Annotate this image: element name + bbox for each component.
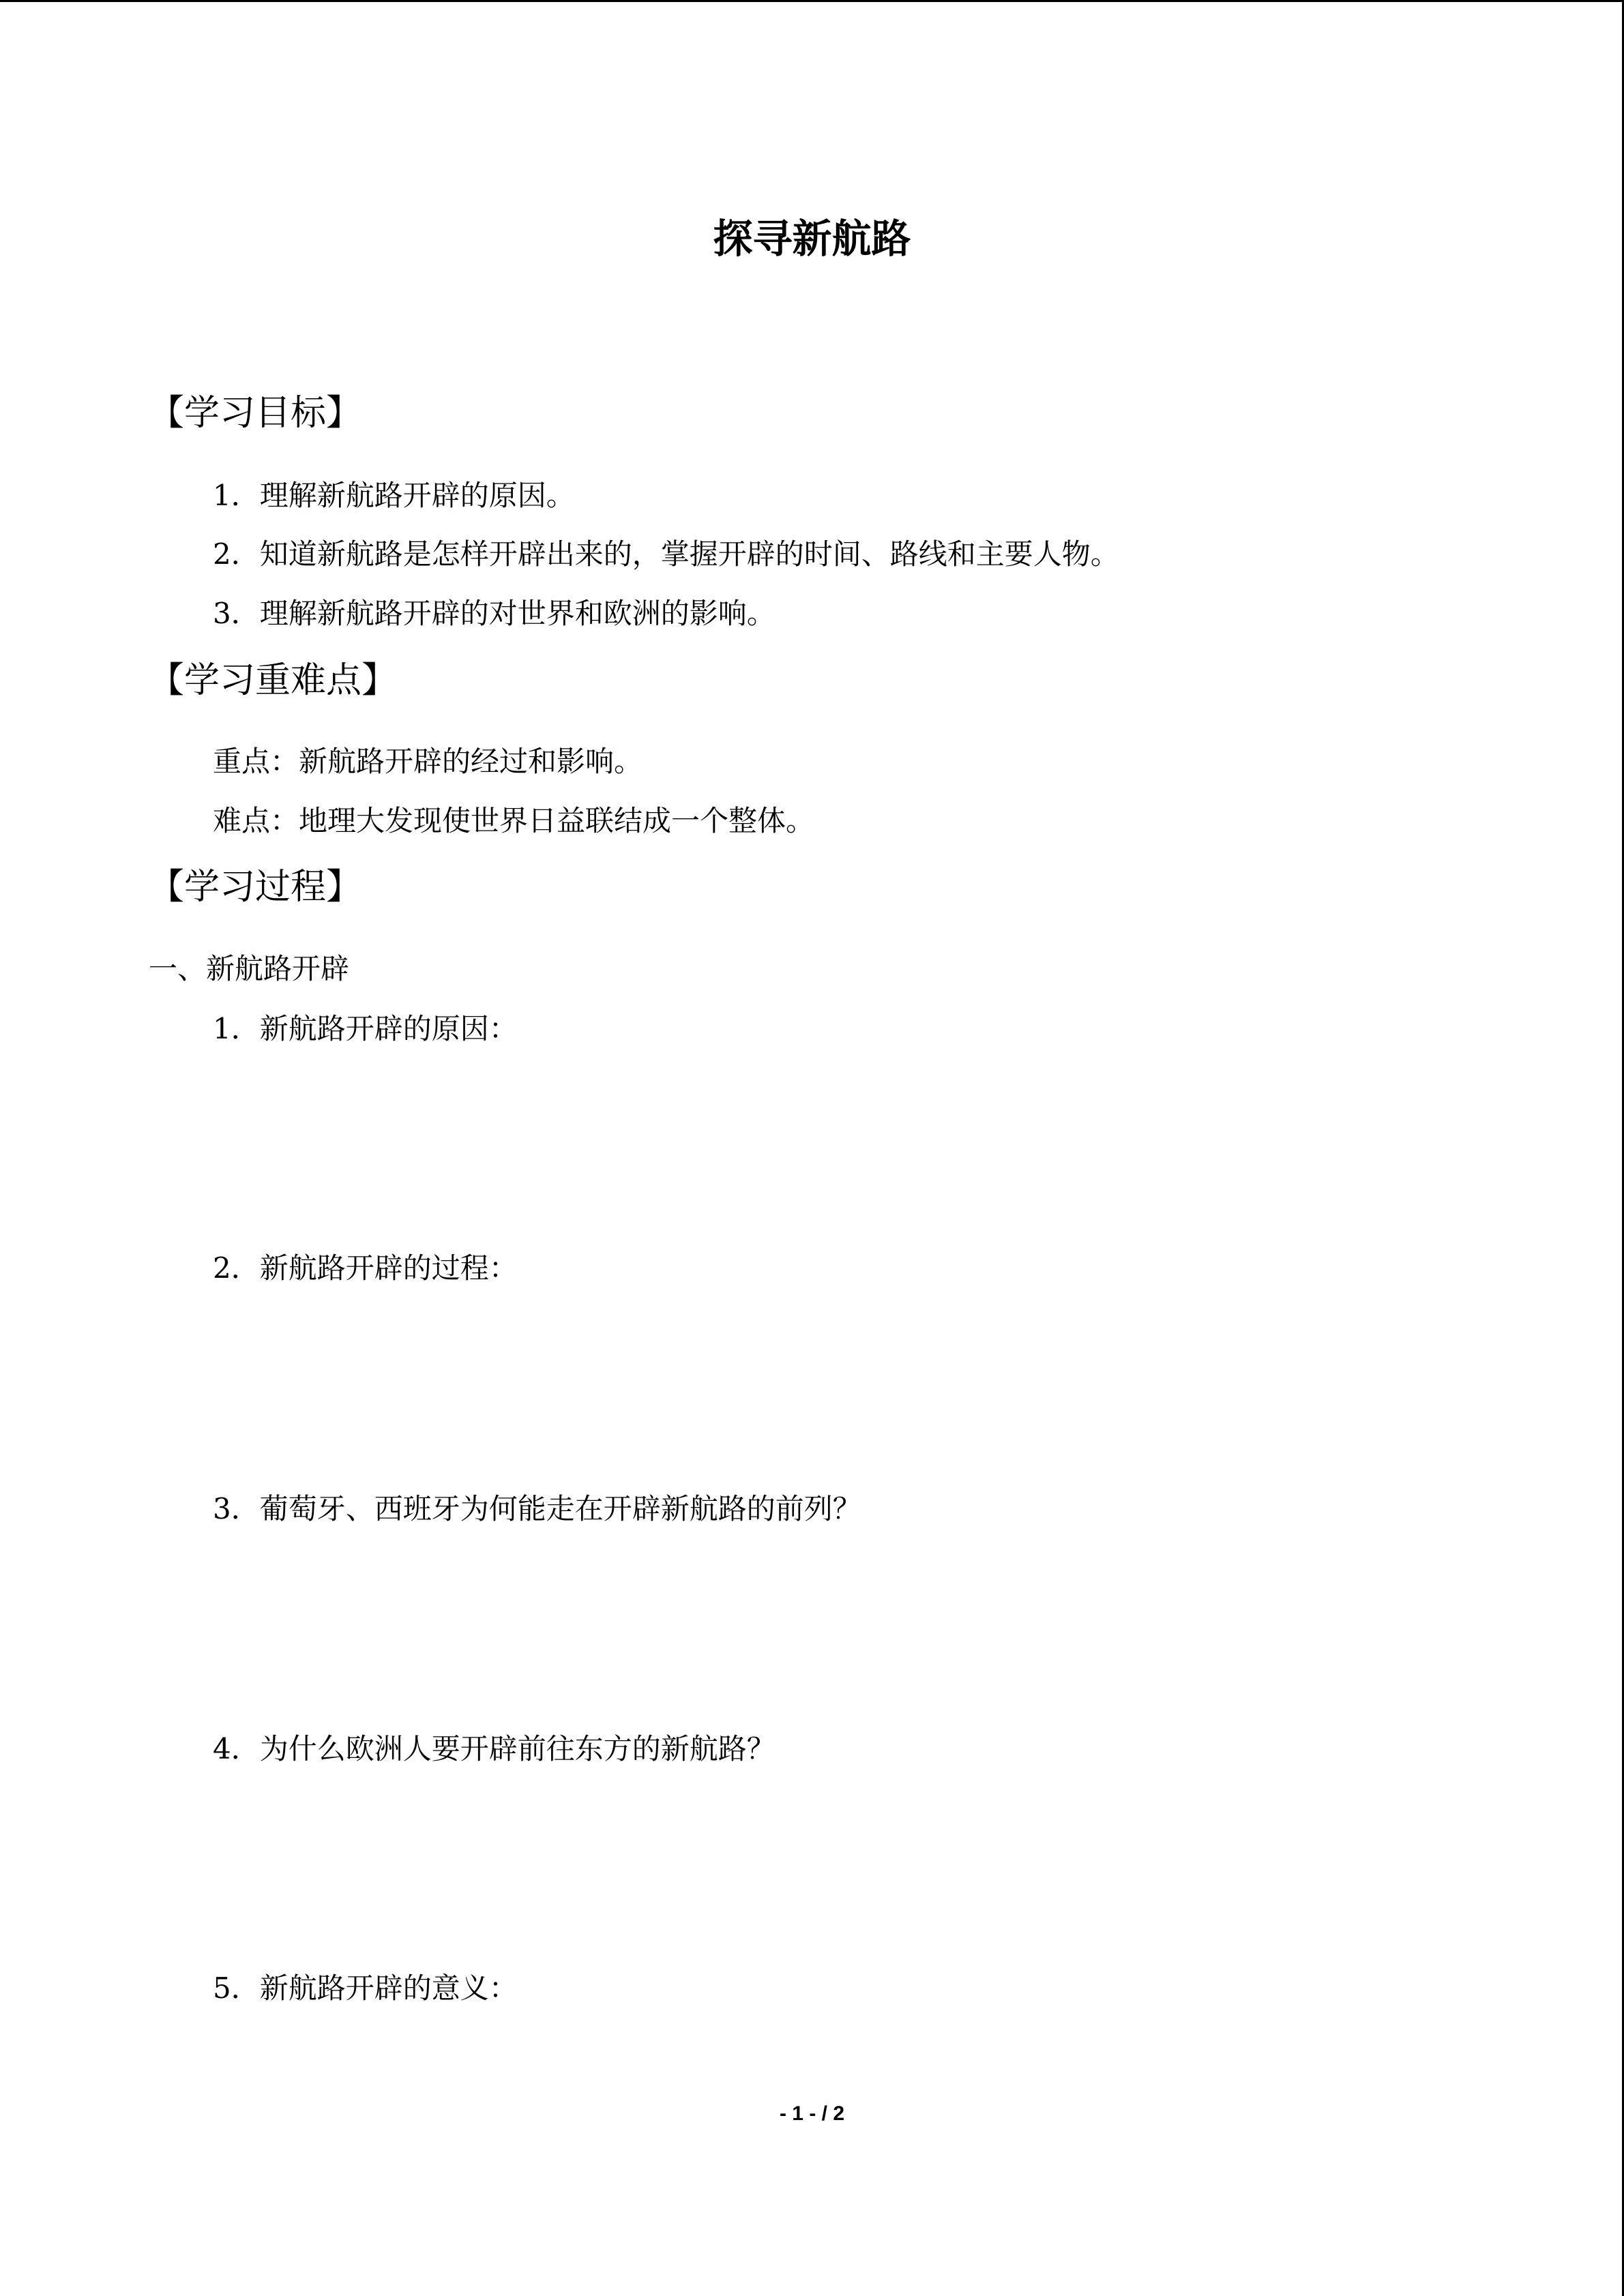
question-item-5: 5．新航路开辟的意义：: [213, 1971, 518, 2005]
key-points-heading: 【学习重难点】: [149, 660, 398, 701]
goal-item-1: 1．理解新航路开辟的原因。: [213, 479, 575, 512]
learning-goals-heading: 【学习目标】: [149, 393, 362, 434]
question-item-1: 1．新航路开辟的原因：: [213, 1012, 518, 1045]
question-item-4: 4．为什么欧洲人要开辟前往东方的新航路？: [213, 1732, 776, 1765]
section-title: 一、新航路开辟: [149, 952, 350, 985]
question-item-3: 3．葡萄牙、西班牙为何能走在开辟新航路的前列？: [213, 1492, 861, 1525]
goal-item-3: 3．理解新航路开辟的对世界和欧洲的影响。: [213, 597, 776, 630]
key-point-item-2: 难点：地理大发现使世界日益联结成一个整体。: [213, 804, 815, 837]
page-border-top: [0, 0, 1624, 2]
learning-process-heading: 【学习过程】: [149, 867, 362, 908]
document-title: 探寻新航路: [713, 215, 911, 262]
page-number: - 1 - / 2: [779, 2102, 845, 2125]
question-item-2: 2．新航路开辟的过程：: [213, 1251, 518, 1285]
key-point-item-1: 重点：新航路开辟的经过和影响。: [213, 745, 643, 778]
goal-item-2: 2．知道新航路是怎样开辟出来的，掌握开辟的时间、路线和主要人物。: [213, 537, 1119, 571]
